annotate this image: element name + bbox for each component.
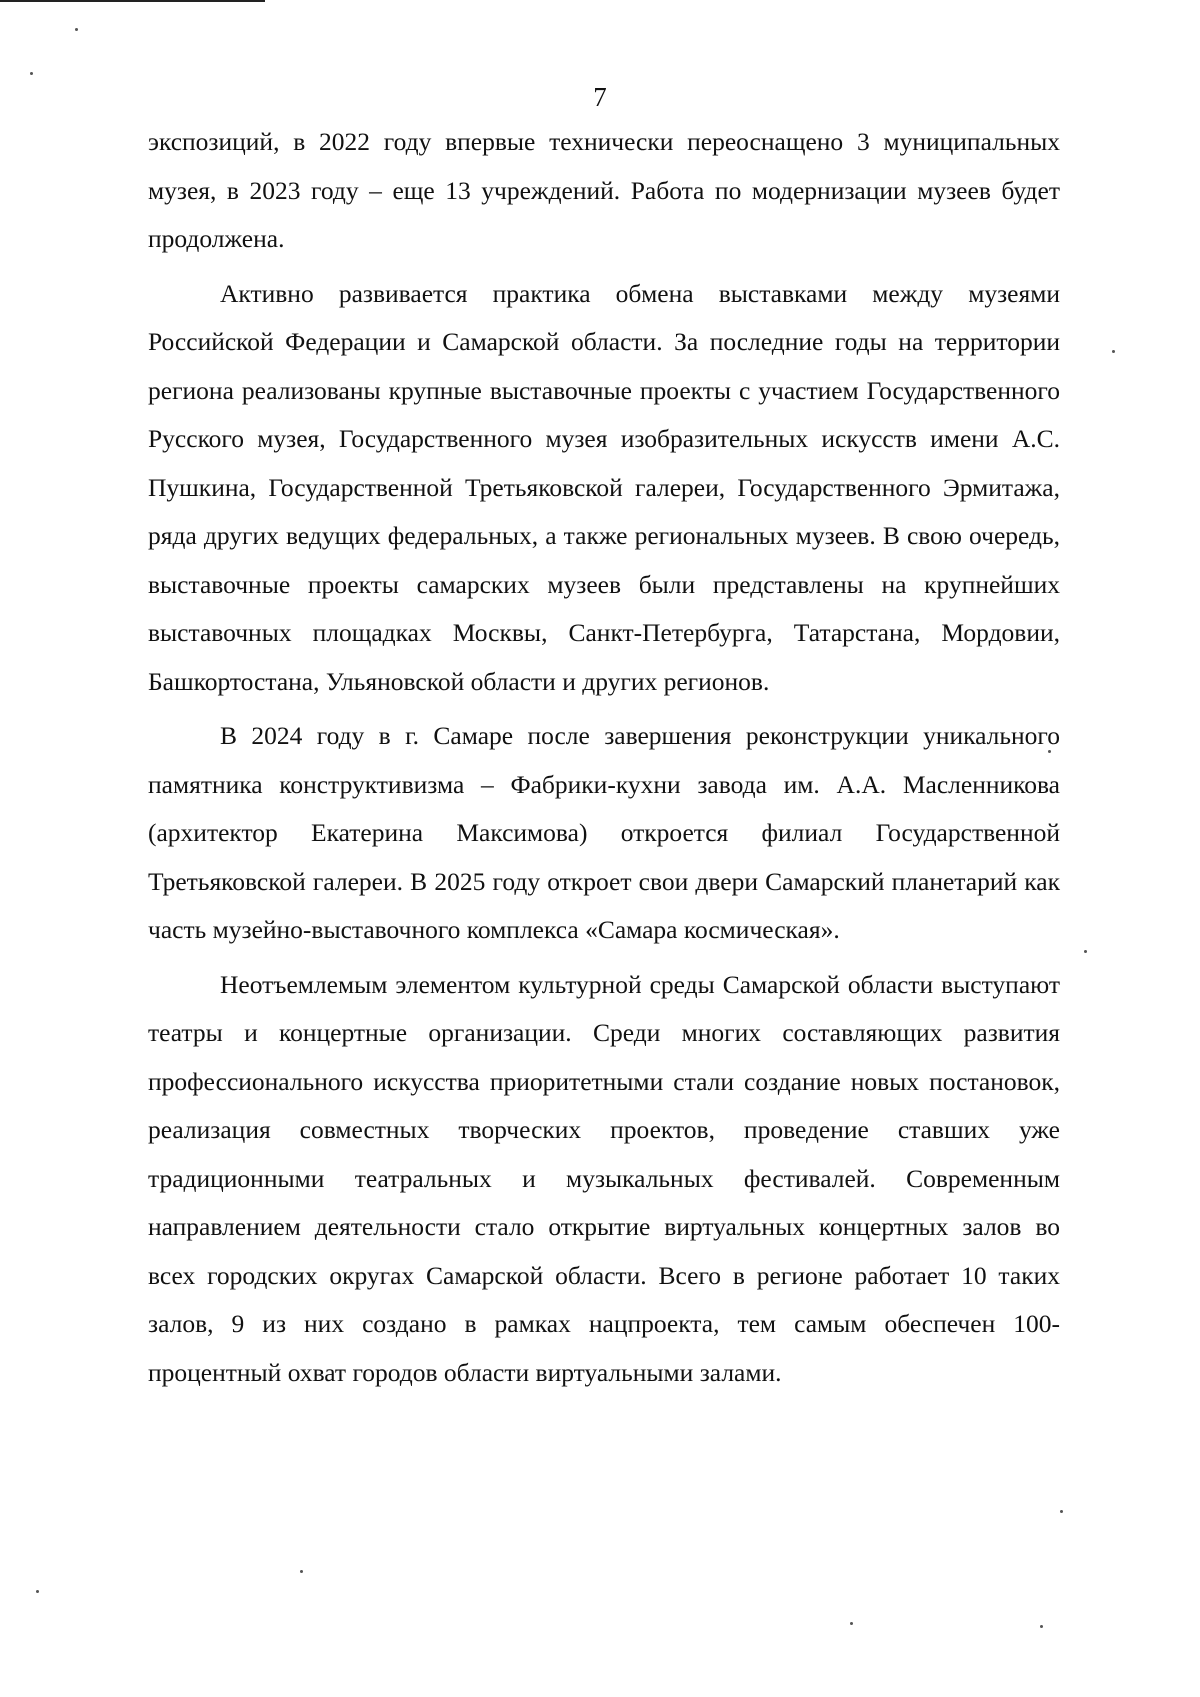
scan-speck bbox=[1048, 750, 1051, 753]
scan-speck bbox=[1060, 1510, 1063, 1513]
scan-speck bbox=[300, 1570, 303, 1573]
scan-edge-line bbox=[0, 0, 265, 2]
scan-speck bbox=[75, 28, 78, 31]
scan-speck bbox=[1112, 350, 1115, 353]
paragraph-tretyakov-branch: В 2024 году в г. Самаре после завершения реконструкции уникального памятника конструктивизма – Фабрики-кухни завода им. А.А. Масленникова (архитектор Екатерина Максимова) откроется филиал Государственной Третьяковской галереи. В 2025 году откроет свои двери Самарский планетарий как часть музейно-выставочного комплекса «Самара космическая». bbox=[148, 721, 1060, 944]
scan-speck bbox=[1040, 1625, 1043, 1628]
paragraph-theatres-concerts: Неотъемлемым элементом культурной среды Самарской области выступают театры и концертные организации. Среди многих составляющих развития профессионального искусства приоритетными стали создание новых постановок, реализация совместных творческих проектов, проведение ставших уже традиционными театральных и музыкальных фестивалей. Современным направлением деятельности стало открытие виртуальных концертных залов во всех городских округах Самарской области. Всего в регионе работает 10 таких залов, 9 из них создано в рамках нацпроекта, тем самым обеспечен 100-процентный охват городов области виртуальными залами. bbox=[148, 969, 1060, 1387]
scan-speck bbox=[1084, 950, 1087, 953]
page-number: 7 bbox=[593, 82, 607, 112]
paragraph-exhibition-exchange: Активно развивается практика обмена выставками между музеями Российской Федерации и Самарской области. За последние годы на территории региона реализованы крупные выставочные проекты с участием Государственного Русского музея, Государственного музея изобразительных искусств имени А.С. Пушкина, Государственной Третьяковской галереи, Государственного Эрмитажа, ряда других ведущих федеральных, а также региональных музеев. В свою очередь, выставочные проекты самарских музеев были представлены на крупнейших выставочных площадках Москвы, Санкт-Петербурга, Татарстана, Мордовии, Башкортостана, Ульяновской области и других регионов. bbox=[148, 278, 1060, 696]
scan-speck bbox=[36, 1590, 39, 1593]
scan-speck bbox=[850, 1622, 853, 1625]
document-body bbox=[148, 118, 1060, 1403]
paragraph-museum-modernization: экспозиций, в 2022 году впервые технически переоснащено 3 муниципальных музея, в 2023 году – еще 13 учреждений. Работа по модернизации музеев будет продолжена. bbox=[148, 127, 1060, 253]
scan-speck bbox=[30, 72, 33, 75]
